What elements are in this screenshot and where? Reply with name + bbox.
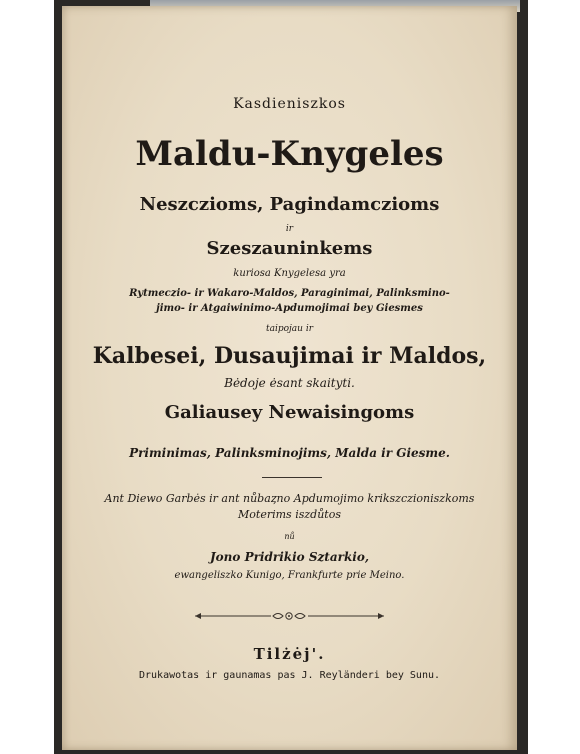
section-heading: Kalbesei, Dusaujimai ir Maldos, — [92, 343, 487, 369]
main-title: Maldu-Knygeles — [135, 134, 444, 174]
subtitle-2: Szeszauninkems — [206, 238, 373, 259]
author-name: Jono Pridrikio Sztarkio, — [210, 550, 369, 564]
conjunction-ir: ir — [285, 224, 294, 234]
subtitle: Neszczioms, Pagindamczioms — [139, 194, 440, 215]
dedication-line-1: Ant Diewo Garbės ir ant nůbaȥno Apdumojimo krikszczioniszkoms — [104, 492, 475, 505]
by-word: nů — [284, 532, 295, 541]
publisher-line: Drukawotas ir gaunamas pas J. Reyländeri bey Sunu. — [138, 670, 441, 681]
contents-line-2: jimo- ir Atgaiwinimo-Apdumojimai bey Giesmes — [156, 303, 423, 314]
ornament-divider — [193, 610, 386, 622]
section-subheading: Bėdoje ėsant skaityti. — [224, 376, 355, 390]
pre-title: Kasdieniszkos — [233, 96, 346, 112]
dedication-line-2: Moterims iszdůtos — [238, 508, 341, 521]
title-page — [62, 6, 517, 750]
final-subheading: Priminimas, Palinksminojims, Malda ir Giesme. — [129, 446, 450, 460]
final-heading: Galiausey Newaisingoms — [164, 402, 415, 423]
intro-text: kuriosa Knygelesa yra — [233, 268, 346, 279]
contents-line-1: Rytmeczio- ir Wakaro-Maldos, Paraginimai, Palinksmino- — [129, 288, 450, 299]
publication-place: Tilżėj'. — [253, 645, 326, 663]
author-description: ewangeliszko Kunigo, Frankfurte prie Meino. — [174, 570, 405, 581]
divider-rule — [262, 477, 322, 478]
conjunction-taipojau: taipojau ir — [265, 324, 314, 334]
